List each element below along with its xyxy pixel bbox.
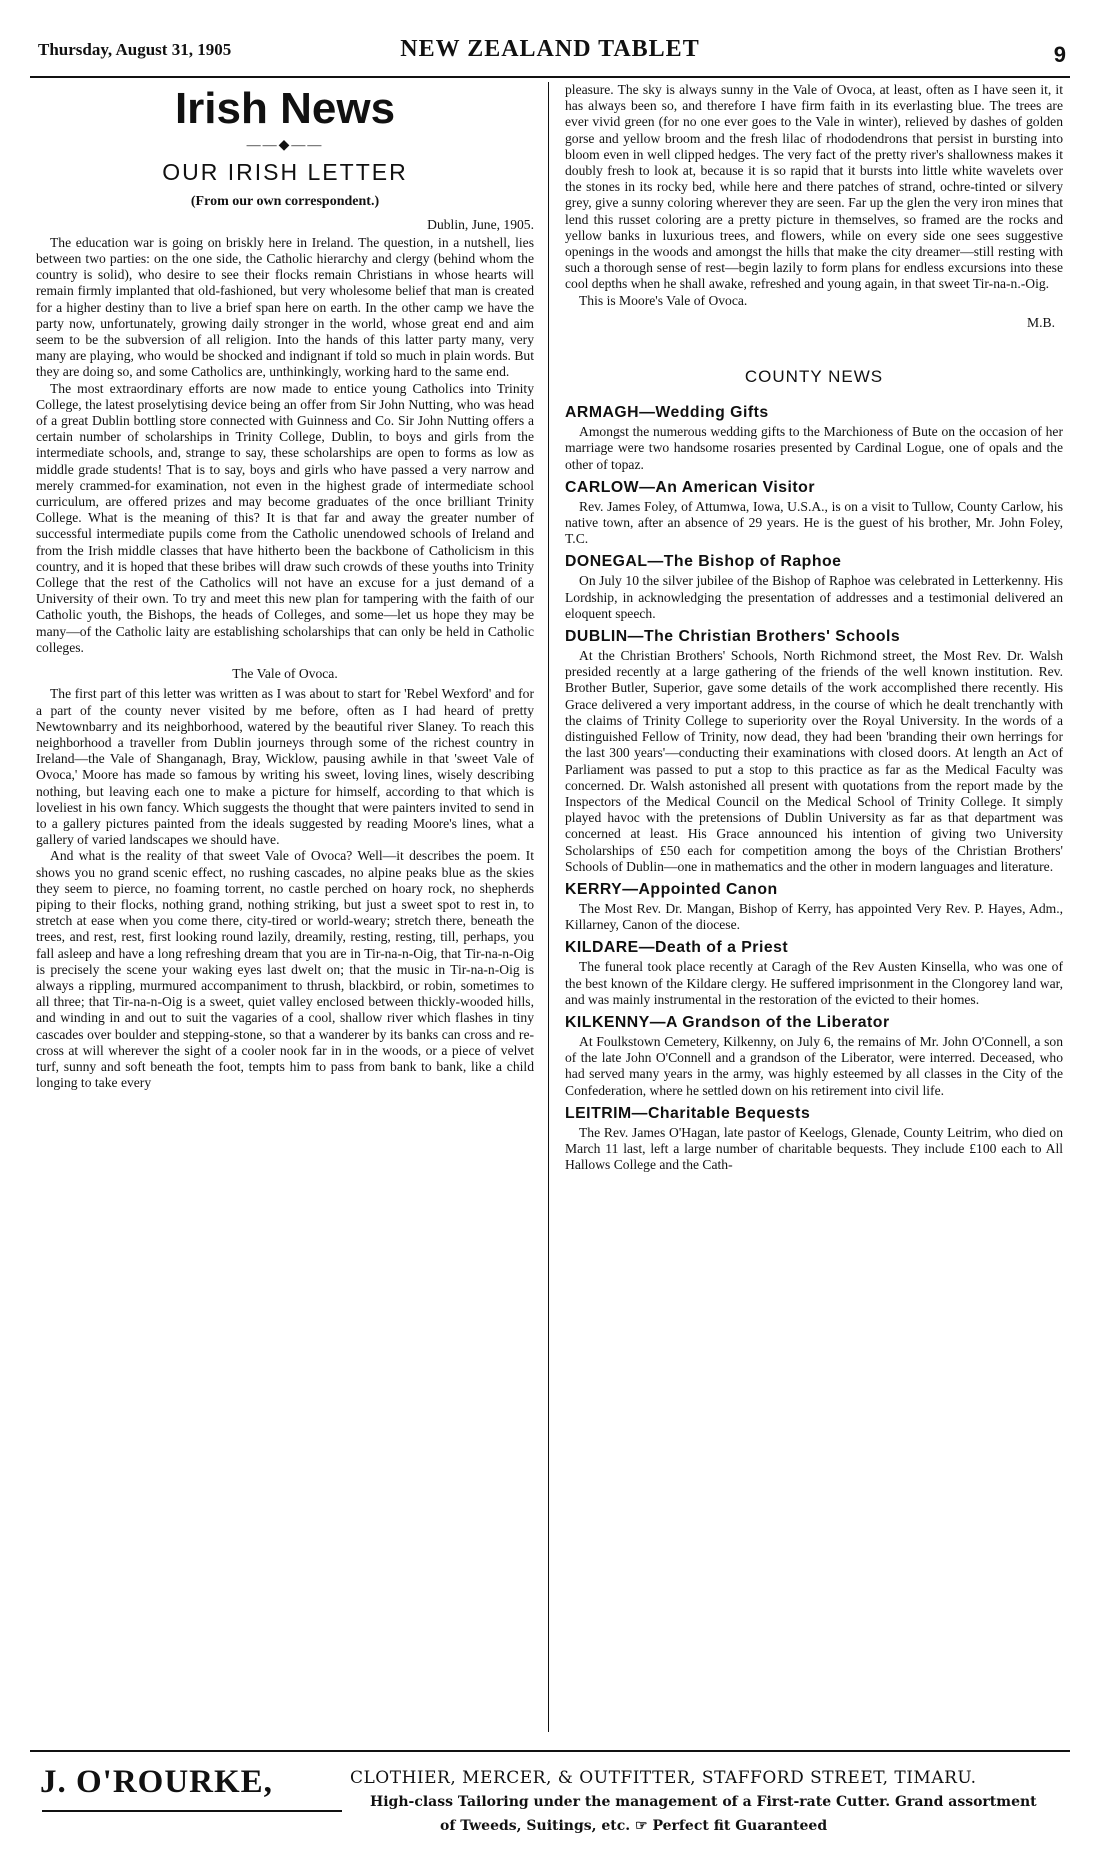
news-headline: ARMAGH—Wedding Gifts bbox=[565, 404, 769, 422]
section-title-irish-news: Irish News bbox=[174, 84, 396, 133]
news-text: At the Christian Brothers' Schools, North Richmond street, the Most Rev. Dr. Walsh presided recently at a large gathering of the friends of the well known institution. Rev. Brother Butler, Superior, gave some details of the work accomplished there recently. His Grace delivered a very important address, in the course of which he dealt trenchantly with the claims of Trinity College to superiority over the Royal University. In the words of a distinguished Fellow of Trinity, now dead, they had been 'branding their own herrings for the last 300 years'—conducting their examinations with closed doors. At length an Act of Parliament was passed to put a stop to this practice as far as the Medical Faculty was concerned. Dr. Walsh astonished all present with quotations from the report made by the Inspectors of the Medical Council on the Medical School of Trinity College. It simply played havoc with the pretensions of Dublin University as far as that department was concerned at least. His Grace announced his intention of giving two University Scholarships of £50 each for competition among the boys of the Christian Brothers' Schools of Dublin—one in mathematics and the other in modern languages and literature. bbox=[565, 648, 1063, 874]
paragraph: The most extraordinary efforts are now made to entice young Catholics into Trinity College, the latest proselytising device being an offer from Sir John Nutting, who was head of a great Dublin bottling store connected with Guinness and Co. Sir John Nutting offers a certain number of scholarships in Trinity College, Dublin, to boys and girls from the intermediate schools, and, strange to say, these scholarships are open to forms as low as middle grade students! That is to say, boys and girls who have passed a very narrow and merely crammed-for examination, not even in the highest grade of intermediate school curriculum, are offered prizes and may become graduates of the once brilliant Trinity College. What is the meaning of this? It is that far and away the greater number of successful intermediate pupils come from the Catholic unendowed schools of Ireland and from the Irish middle classes that have hitherto been the backbone of Catholicism in this country, and it is hoped that these bribes will draw such crowds of these youths into Trinity College that the rest of the Catholics will not have an excuse for a just demand of a University of their own. To try and meet this new plan for tampering with the faith of our Catholic youth, the Bishops, the heads of Colleges, and some—let us hope they may be many—of the Catholic laity are establishing scholarships that can only be held in Catholic colleges. bbox=[36, 380, 534, 655]
column-divider bbox=[548, 82, 549, 1732]
news-headline: DONEGAL—The Bishop of Raphoe bbox=[565, 553, 842, 571]
page-header bbox=[30, 36, 1070, 76]
news-text: The Rev. James O'Hagan, late pastor of Keelogs, Glenade, County Leitrim, who died on March 11 last, left a large number of charitable bequests. They include £100 each to All Hallows College and the Cath- bbox=[565, 1124, 1063, 1173]
advertisement-footer bbox=[30, 1750, 1070, 1850]
paragraph: And what is the reality of that sweet Vale of Ovoca? Well—it describes the poem. It shows you no grand scenic effect, no rushing cascades, no alpine peaks blue as the skies they seem to pierce, no foaming torrent, no castle perched on hoary rock, no shepherds piping to their flocks, nothing grand, nothing striking, but just a sweet spot to rest in, to stretch at ease when you come there, city-tired or world-weary; stretch there, beneath the trees, and rest, rest, first looking round lazily, dreamily, resting, resting, till, perhaps, you fall asleep and have a long refreshing dream that you are in Tir-na-n-Oig, that Tir-na-n-Oig is precisely the scene your waking eyes last dwelt on; that the music in Tir-na-n-Oig is always a rippling, murmured accompaniment to thrush, blackbird, or robin, sometimes to all three; that Tir-na-n-Oig is a sweet, quiet valley enclosed between thickly-wooded hills, and winding in and out to suit the vagaries of a cool, shallow river which flashes in tiny cascades over boulder and stepping-stone, so that a wanderer by its banks can cross and re-cross at will wherever the sight of a cooler nook far in in the woods, or a piece of velvet turf, sunny and soft beneath the foot, tempts him to pass from bank to bank, like a child longing to take every bbox=[36, 848, 534, 1091]
news-headline: DUBLIN—The Christian Brothers' Schools bbox=[565, 628, 901, 646]
signature: M.B. bbox=[1027, 314, 1055, 330]
news-text: Rev. James Foley, of Attumwa, Iowa, U.S.A., is on a visit to Tullow, County Carlow, his native town, after an absence of 29 years. He is the guest of his brother, Mr. John Foley, T.C. bbox=[565, 498, 1063, 547]
news-headline: KILDARE—Death of a Priest bbox=[565, 939, 789, 957]
county-news-title: COUNTY NEWS bbox=[744, 367, 884, 387]
advert-line-1: CLOTHIER, MERCER, & OUTFITTER, STAFFORD STREET, TIMARU. bbox=[350, 1768, 977, 1788]
news-headline: CARLOW—An American Visitor bbox=[565, 478, 815, 496]
news-text: Amongst the numerous wedding gifts to the Marchioness of Bute on the occasion of her marriage were two handsome rosaries presented by Cardinal Logue, one of opals and the other of topaz. bbox=[565, 424, 1063, 472]
news-text: At Foulkstown Cemetery, Kilkenny, on July 6, the remains of Mr. John O'Connell, a son of the late John O'Connell and a grandson of the Liberator, were interred. Deceased, who had served many years in the army, was highly esteemed by all classes in the City of the Confederation, where he settled down on his retirement into civil life. bbox=[565, 1033, 1063, 1098]
right-column bbox=[565, 82, 1063, 1173]
article-title: OUR IRISH LETTER bbox=[162, 159, 408, 186]
advert-line-3: of Tweeds, Suitings, etc. ☞ Perfect fit Guaranteed bbox=[440, 1818, 828, 1834]
left-column bbox=[36, 82, 534, 1091]
subheading: The Vale of Ovoca. bbox=[232, 666, 338, 682]
dateline: Dublin, June, 1905. bbox=[427, 216, 534, 232]
brand-underline bbox=[42, 1810, 342, 1812]
issue-date: Thursday, August 31, 1905 bbox=[38, 40, 232, 59]
header-rule bbox=[30, 76, 1070, 78]
paragraph: pleasure. The sky is always sunny in the Vale of Ovoca, at least, often as I have seen it, it has always been so, and therefore I have firm faith in its everlasting blue. The trees are ever vivid green (for no one ever goes to the Vale in winter), relieved by dashes of golden gorse and yellow broom and the fresh lilac of rhododendrons that persist in bursting into bloom even in well clipped hedges. The very fact of the pretty river's shallowness makes it doubly fresh to look at, because it is so rapid that it bursts into little white wavelets over the stones in its rocky bed, while here and there patches of strand, ochre-tinted or silvery grey, give a sunny coloring wherever they are seen. Far up the glen the very iron mines that lend this russet coloring are a pretty picture in themselves, so framed are the rocks and yellow banks in luxurious trees, and flowers, while on every side one sees suggestive openings in the woods and amongst the hills that make the city dreamer—still resting with such a thorough sense of rest—begin lazily to form plans for endless excursions into these cool depths when he shall awake, refreshed and young again, in that sweet Tir-na-n.-Oig. bbox=[565, 82, 1063, 292]
news-text: The Most Rev. Dr. Mangan, Bishop of Kerry, has appointed Very Rev. P. Hayes, Adm., Killarney, Canon of the diocese. bbox=[565, 900, 1063, 933]
news-headline: LEITRIM—Charitable Bequests bbox=[565, 1104, 811, 1122]
advertiser-name: J. O'ROURKE, bbox=[40, 1764, 273, 1800]
advert-line-2: High-class Tailoring under the management of a First-rate Cutter. Grand assortment bbox=[370, 1794, 1037, 1810]
paragraph: The first part of this letter was written as I was about to start for 'Rebel Wexford' and for a part of the county never visited by me before, often as I had heard of pretty Newtownbarry and its neighborhood, watered by the beautiful river Slaney. To reach this neighborhood a traveller from Dublin journeys through some of the richest country in Ireland—the Vale of Shanganagh, Bray, Wicklow, pausing awhile in that 'sweet Vale of Ovoca,' Moore has made so famous by writing his sweet, loving lines, wisely describing nothing, but leaving each one to make a picture for himself, according to that which is loveliest in his own fancy. Which suggests the thought that were painters invited to send in to a gallery pictures painted from the ideals suggested by reading Moore's lines, what a gallery of varied landscapes we should have. bbox=[36, 686, 534, 848]
news-text: The funeral took place recently at Caragh of the Rev Austen Kinsella, who was one of the best known of the Kildare clergy. He suffered imprisonment in the Clongorey land war, and was mainly instrumental in the restoration of the evicted to their homes. bbox=[565, 959, 1063, 1007]
byline: (From our own correspondent.) bbox=[190, 194, 380, 210]
paragraph: The education war is going on briskly here in Ireland. The question, in a nutshell, lies between two parties: on the one side, the Catholic hierarchy and clergy (behind whom the country is solid), who desire to see their flocks remain Christians in whose hearts will remain firmly implanted that old-fashioned, but very wholesome belief that man is created for a higher destiny than to live a brief span here on earth. In the other camp we have the party now, unfortunately, growing daily stronger in the world, whose great end and aim seem to be the subversion of all religion. Into the hands of this latter party many, very many are playing, who would be shocked and indignant if told so much in plain words. But they are doing so, and some Catholics are, unthinkingly, working hard to the same end. bbox=[36, 234, 534, 380]
paragraph: This is Moore's Vale of Ovoca. bbox=[579, 292, 748, 308]
masthead: NEW ZEALAND TABLET bbox=[400, 36, 700, 62]
ornament-divider: ——◆—— bbox=[246, 138, 324, 153]
footer-rule bbox=[30, 1750, 1070, 1752]
news-text: On July 10 the silver jubilee of the Bishop of Raphoe was celebrated in Letterkenny. His Lordship, in acknowledging the presentation of addresses and a testimonial delivered an eloquent speech. bbox=[565, 573, 1063, 621]
news-headline: KILKENNY—A Grandson of the Liberator bbox=[565, 1013, 890, 1031]
page-number: 9 bbox=[1053, 42, 1066, 67]
news-headline: KERRY—Appointed Canon bbox=[565, 880, 778, 898]
